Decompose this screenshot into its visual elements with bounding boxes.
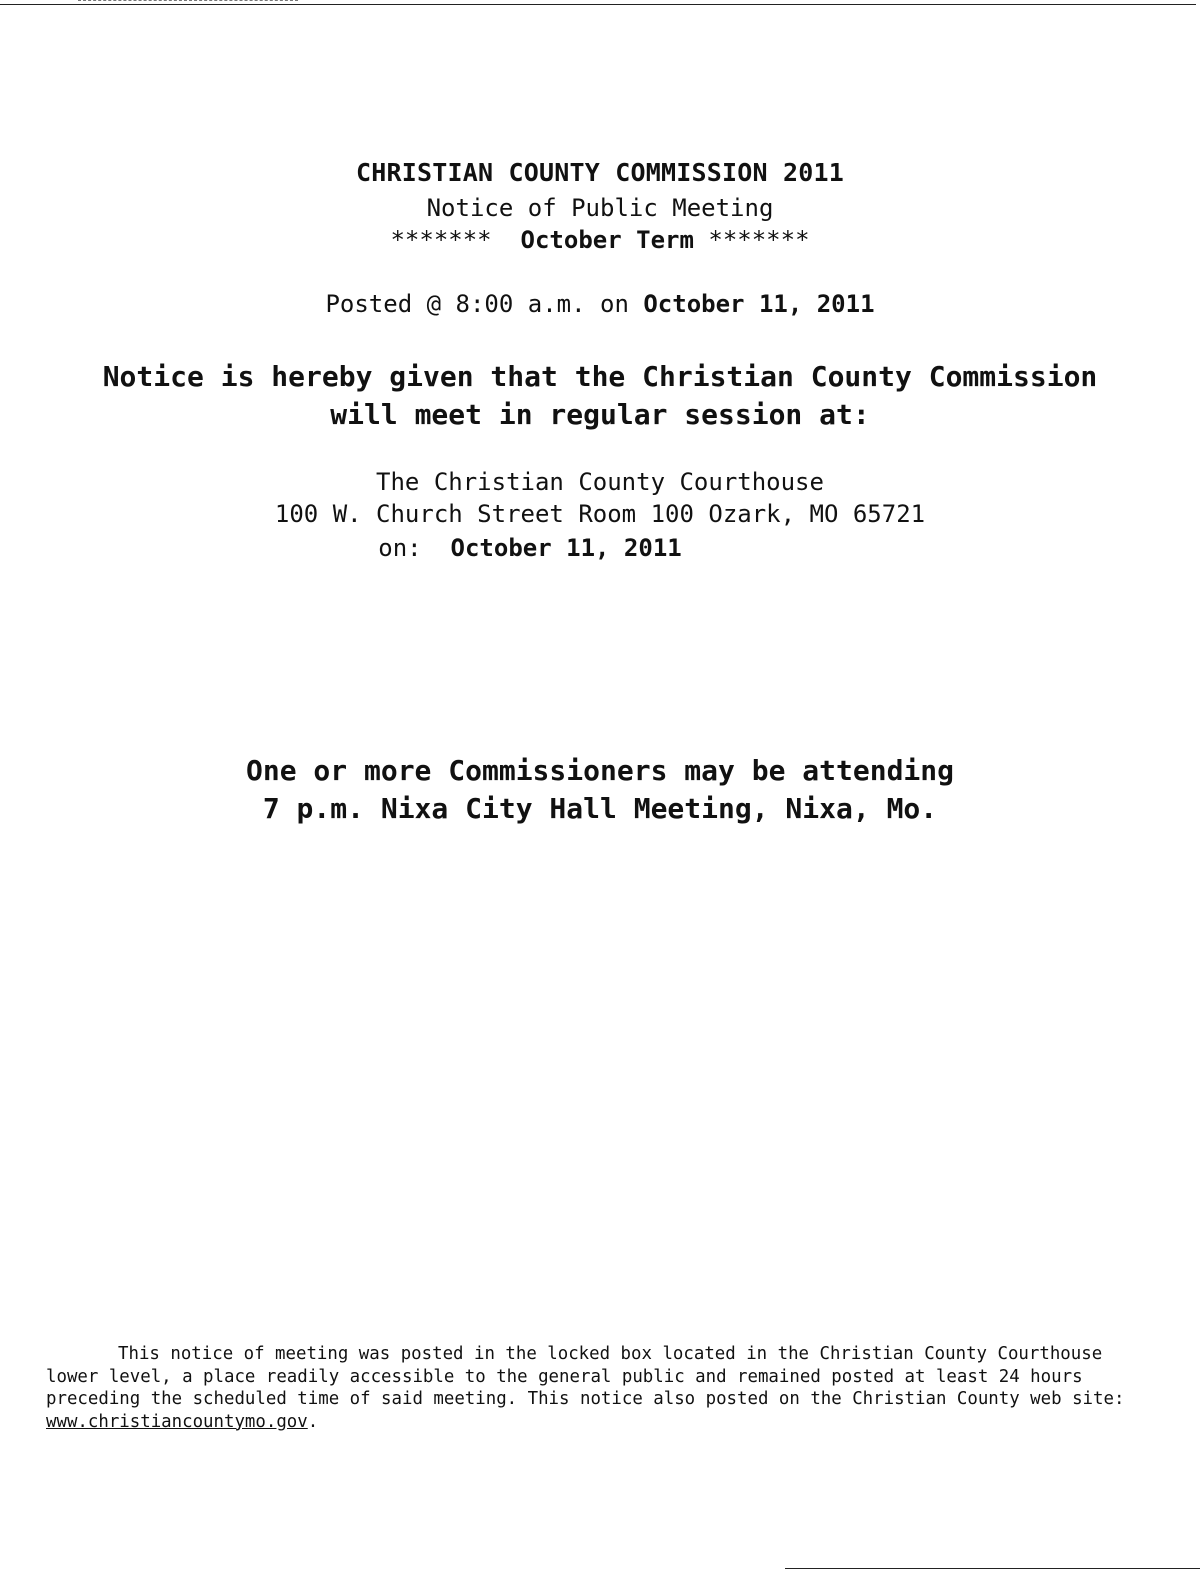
term-line [0,226,1200,254]
term-stars-left: ******* [390,226,492,254]
posted-date: October 11, 2011 [643,290,875,318]
website-link[interactable]: www.christiancountymo.gov [46,1411,308,1432]
meeting-date-line [0,534,1130,562]
bottom-rule [785,1568,1200,1569]
top-rule-mark [78,0,298,1]
on-label: on: [378,534,422,562]
term-name: October Term [520,226,694,254]
posted-line [0,290,1200,318]
posted-prefix: Posted @ 8:00 a.m. on [325,290,629,318]
document-title: CHRISTIAN COUNTY COMMISSION 2011 [355,158,845,187]
attendance-line-1: One or more Commissioners may be attending [245,754,954,787]
attendance-line-2: 7 p.m. Nixa City Hall Meeting, Nixa, Mo. [262,792,938,825]
location-address: 100 W. Church Street Room 100 Ozark, MO 65721 [274,500,926,528]
footer-text: This notice of meeting was posted in the locked box located in the Christian County Courthouse lower level, a place readily accessible to the general public and remained posted at least 24 hours preceding the scheduled time of said meeting. This notice also posted on the Christian County web site: [46,1344,1125,1409]
meeting-date: October 11, 2011 [450,534,682,562]
document-subtitle: Notice of Public Meeting [426,194,774,222]
term-stars-right: ******* [708,226,810,254]
footer-end: . [307,1411,319,1432]
top-rule [0,4,1196,5]
footer-notice [46,1343,1156,1433]
notice-line-2: will meet in regular session at: [330,398,870,431]
notice-line-1: Notice is hereby given that the Christian County Commission [102,360,1098,393]
location-building: The Christian County Courthouse [376,468,824,496]
